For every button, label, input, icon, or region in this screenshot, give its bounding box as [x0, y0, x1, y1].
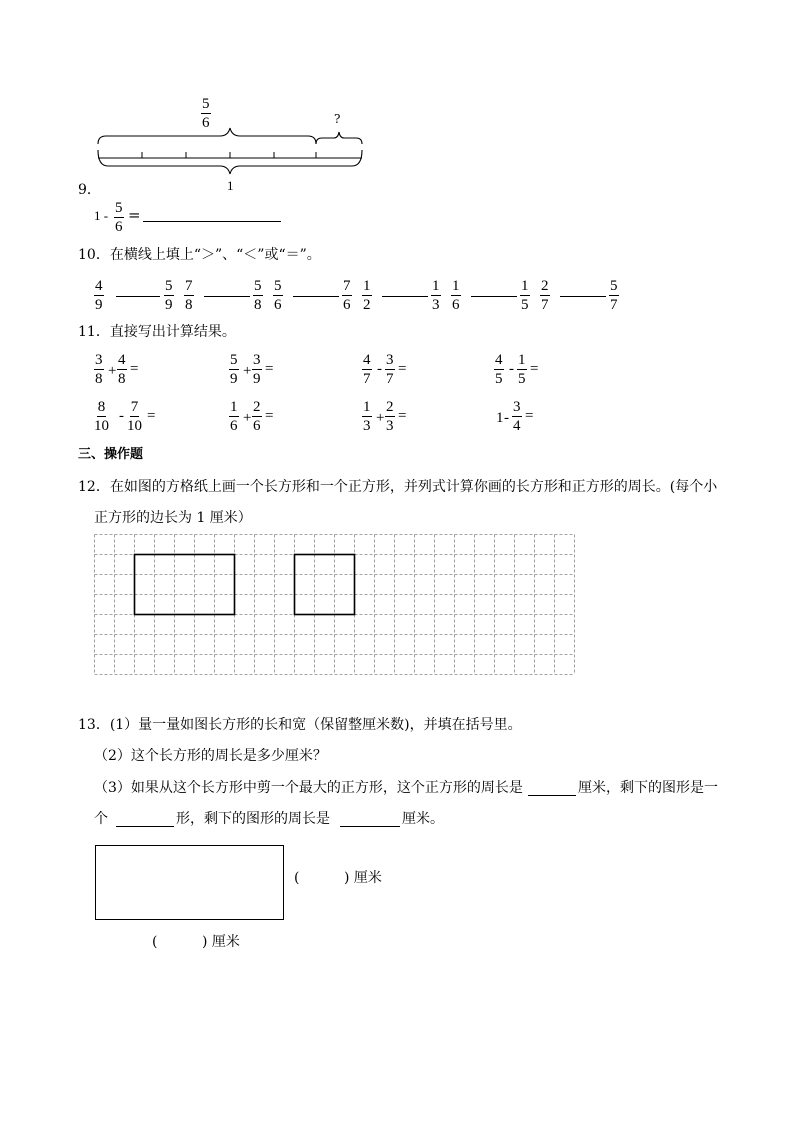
- fraction: [517, 353, 527, 387]
- fraction: [385, 400, 395, 434]
- numerator: 5: [202, 96, 210, 112]
- numerator: 3: [513, 399, 521, 415]
- numerator: 2: [541, 278, 549, 294]
- denominator: 7: [610, 297, 618, 313]
- denominator: 9: [95, 297, 103, 313]
- q10-blank-5[interactable]: [471, 296, 517, 297]
- q9-eq-fraction: [114, 201, 124, 235]
- fraction: [252, 353, 262, 387]
- q12-grid-paper[interactable]: [94, 534, 576, 677]
- q10-blank-2[interactable]: [204, 296, 250, 297]
- fraction: [494, 353, 504, 387]
- grid-lines: [95, 535, 575, 675]
- numerator: 2: [253, 399, 261, 415]
- q13-shape-blank[interactable]: [116, 826, 174, 827]
- q10-blank-1[interactable]: [116, 296, 160, 297]
- q13-part3-b: 厘米，剩下的图形是一: [578, 780, 718, 796]
- q10-blank-6[interactable]: [560, 296, 606, 297]
- denominator: 10: [94, 418, 109, 434]
- q9-answer-blank[interactable]: [143, 221, 281, 222]
- drawn-rectangle: [135, 555, 235, 615]
- numerator: 7: [185, 278, 193, 294]
- fraction: [362, 400, 372, 434]
- operator: =: [147, 408, 156, 424]
- numerator: 3: [95, 352, 103, 368]
- denominator: 6: [452, 297, 460, 313]
- q10-pair4-left: [362, 279, 372, 313]
- q13-part3-a: （3）如果从这个长方形中剪一个最大的正方形，这个正方形的周长是: [94, 780, 523, 796]
- numerator: 8: [97, 399, 106, 415]
- denominator: 6: [230, 418, 238, 434]
- q12-text-line2: 正方形的边长为 1 厘米）: [94, 510, 252, 526]
- denominator: 8: [118, 371, 126, 387]
- numerator: 5: [230, 352, 238, 368]
- numerator: 1: [518, 352, 526, 368]
- denominator: 6: [253, 418, 261, 434]
- numerator: 5: [254, 278, 262, 294]
- q9-bottom-label: 1: [227, 178, 234, 193]
- q13-square-perimeter-blank[interactable]: [528, 795, 576, 796]
- numerator: 1: [432, 278, 440, 294]
- numerator: 7: [130, 399, 139, 415]
- q10-pair5-right: [520, 279, 530, 313]
- denominator: 5: [518, 371, 526, 387]
- q10-pair6-left: [540, 279, 550, 313]
- numerator: 4: [118, 352, 126, 368]
- operator: -: [377, 361, 382, 377]
- denominator: 9: [165, 297, 173, 313]
- q10-pair1-left: [94, 279, 104, 313]
- q12-text-line1: 12．在如图的方格纸上画一个长方形和一个正方形，并列式计算你画的长方形和正方形的周长。(每个小: [78, 479, 718, 495]
- numerator: 1: [230, 399, 238, 415]
- q10-prompt: 10．在横线上填上“＞”、“＜”或“＝”。: [78, 247, 321, 263]
- q9-number: 9．: [78, 182, 101, 198]
- fraction: [127, 400, 142, 434]
- denominator: 3: [363, 418, 371, 434]
- denominator: 3: [386, 418, 394, 434]
- fraction: [229, 353, 239, 387]
- operator: =: [398, 408, 407, 424]
- q13-length-label[interactable]: ( ) 厘米: [152, 934, 240, 950]
- numerator: 4: [95, 278, 103, 294]
- numerator: 5: [274, 278, 282, 294]
- denominator: 8: [95, 371, 103, 387]
- operator: +: [108, 363, 117, 379]
- top-brace-left: [98, 128, 316, 144]
- operator: =: [398, 361, 407, 377]
- numerator: 1: [452, 278, 460, 294]
- numerator: 4: [495, 352, 503, 368]
- operator: =: [265, 361, 274, 377]
- fraction: [94, 353, 104, 387]
- q13-part3-e: 厘米。: [402, 811, 444, 827]
- denominator: 10: [127, 418, 142, 434]
- fraction: [94, 400, 109, 434]
- bar-ticks: [142, 152, 316, 158]
- denominator: 6: [202, 115, 210, 131]
- q10-pair3-left: [273, 279, 283, 313]
- q13-part2: （2）这个长方形的周长是多少厘米？: [94, 748, 327, 764]
- numerator: 1: [521, 278, 529, 294]
- fraction: [385, 353, 395, 387]
- denominator: 9: [253, 371, 261, 387]
- numerator: 5: [165, 278, 173, 294]
- denominator: 7: [541, 297, 549, 313]
- denominator: 6: [274, 297, 282, 313]
- numerator: 4: [363, 352, 371, 368]
- top-brace-right: [316, 132, 362, 144]
- denominator: 9: [230, 371, 238, 387]
- operator: -: [119, 408, 124, 424]
- q10-pair5-left: [451, 279, 461, 313]
- denominator: 3: [432, 297, 440, 313]
- numerator: 5: [610, 278, 618, 294]
- denominator: 2: [363, 297, 371, 313]
- fraction: [512, 400, 522, 434]
- section-title: 三、操作题: [78, 447, 144, 462]
- q10-pair1-right: [164, 279, 174, 313]
- operator: -: [504, 410, 509, 426]
- denominator: 5: [521, 297, 529, 313]
- q9-segment-bar: [94, 120, 366, 180]
- q10-pair3-right: [342, 279, 352, 313]
- denominator: 8: [254, 297, 262, 313]
- numerator: 2: [386, 399, 394, 415]
- numerator: 1: [363, 278, 371, 294]
- q10-blank-4[interactable]: [382, 296, 428, 297]
- numerator: 3: [253, 352, 261, 368]
- operator: =: [265, 408, 274, 424]
- q9-eq-prefix: 1 -: [94, 208, 109, 223]
- q13-remaining-perimeter-blank[interactable]: [340, 826, 400, 827]
- operator: 1: [496, 410, 504, 426]
- denominator: 7: [386, 371, 394, 387]
- q13-part1: 13．(1）量一量如图长方形的长和宽（保留整厘米数)，并填在括号里。: [78, 717, 522, 733]
- q13-rectangle: [95, 845, 284, 920]
- q9-eq-equals: =: [128, 206, 141, 224]
- operator: =: [525, 408, 534, 424]
- denominator: 7: [363, 371, 371, 387]
- numerator: 5: [115, 200, 123, 216]
- drawn-square: [295, 555, 355, 615]
- q10-pair2-left: [184, 279, 194, 313]
- q11-prompt: 11．直接写出计算结果。: [78, 324, 236, 340]
- numerator: 7: [343, 278, 351, 294]
- numerator: 1: [363, 399, 371, 415]
- denominator: 6: [343, 297, 351, 313]
- operator: +: [376, 410, 385, 426]
- q13-width-label[interactable]: ( ) 厘米: [294, 870, 382, 886]
- operator: =: [530, 361, 539, 377]
- q13-part3-c: 个: [94, 811, 108, 827]
- fraction: [362, 353, 372, 387]
- fraction: [229, 400, 239, 434]
- denominator: 5: [495, 371, 503, 387]
- fraction: [252, 400, 262, 434]
- q13-part3-d: 形，剩下的图形的周长是: [176, 811, 330, 827]
- operator: +: [243, 410, 252, 426]
- operator: -: [509, 361, 514, 377]
- q9-question-mark: ?: [334, 112, 341, 126]
- denominator: 6: [115, 219, 123, 235]
- operator: =: [130, 361, 139, 377]
- denominator: 4: [513, 418, 521, 434]
- q10-pair4-right: [431, 279, 441, 313]
- fraction: [117, 353, 127, 387]
- q10-pair2-right: [253, 279, 263, 313]
- q10-blank-3[interactable]: [293, 296, 339, 297]
- q10-pair6-right: [609, 279, 619, 313]
- numerator: 3: [386, 352, 394, 368]
- denominator: 8: [185, 297, 193, 313]
- operator: +: [243, 363, 252, 379]
